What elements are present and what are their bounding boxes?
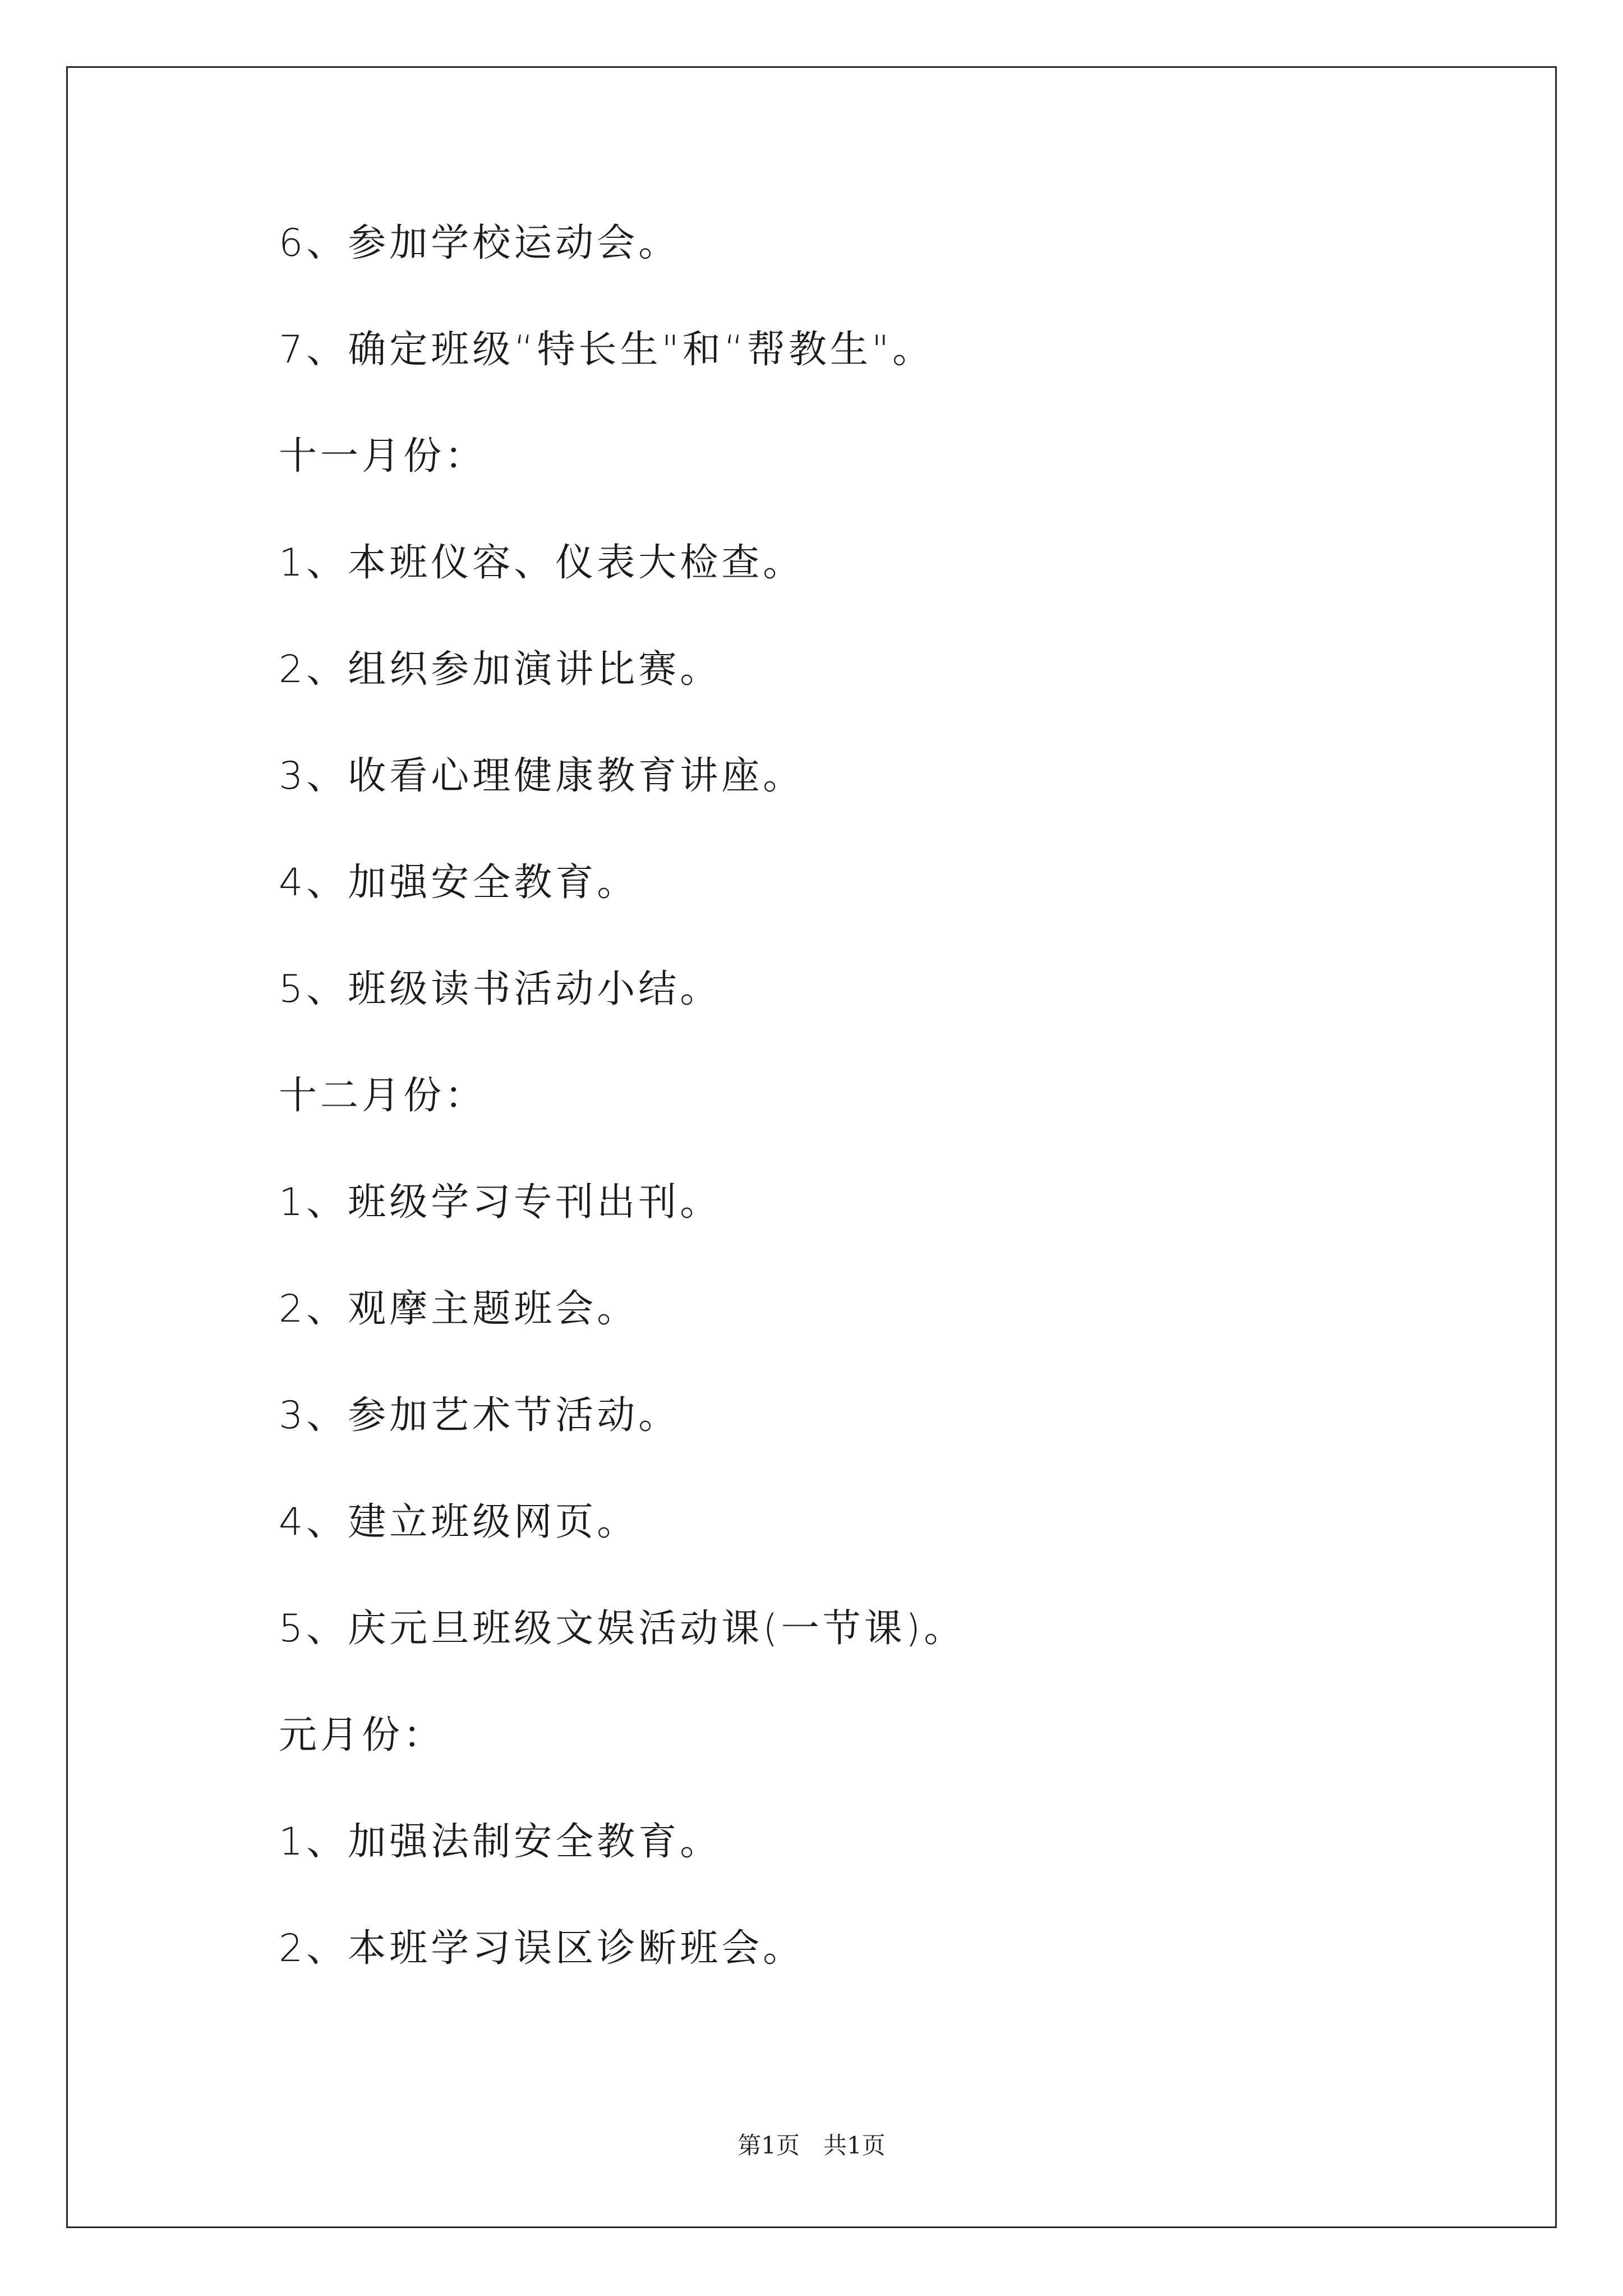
list-item: 1、本班仪容、仪表大检查。 [279,541,805,585]
list-item: 1、班级学习专刊出刊。 [279,1180,722,1225]
list-item: 3、参加艺术节活动。 [279,1393,680,1438]
list-item: 2、观摩主题班会。 [279,1287,639,1331]
list-item: 5、班级读书活动小结。 [279,967,722,1011]
section-heading-december: 十二月份： [279,1074,487,1118]
list-item: 7、确定班级“特长生"和“帮教生"。 [279,328,934,372]
document-body [279,221,1456,1971]
list-item: 1、加强法制安全教育。 [279,1820,722,1864]
list-item: 4、加强安全教育。 [279,861,639,905]
list-item: 4、建立班级网页。 [279,1500,639,1544]
section-heading-january: 元月份： [279,1713,445,1757]
list-item: 3、收看心理健康教育讲座。 [279,754,805,798]
page-number-footer: 第1页 共1页 [737,2132,886,2159]
list-item: 5、庆元旦班级文娱活动课(一节课)。 [279,1607,966,1651]
section-heading-november: 十一月份： [279,434,487,478]
list-item: 2、本班学习误区诊断班会。 [279,1926,805,1971]
list-item: 6、参加学校运动会。 [279,221,680,265]
list-item: 2、组织参加演讲比赛。 [279,647,722,692]
